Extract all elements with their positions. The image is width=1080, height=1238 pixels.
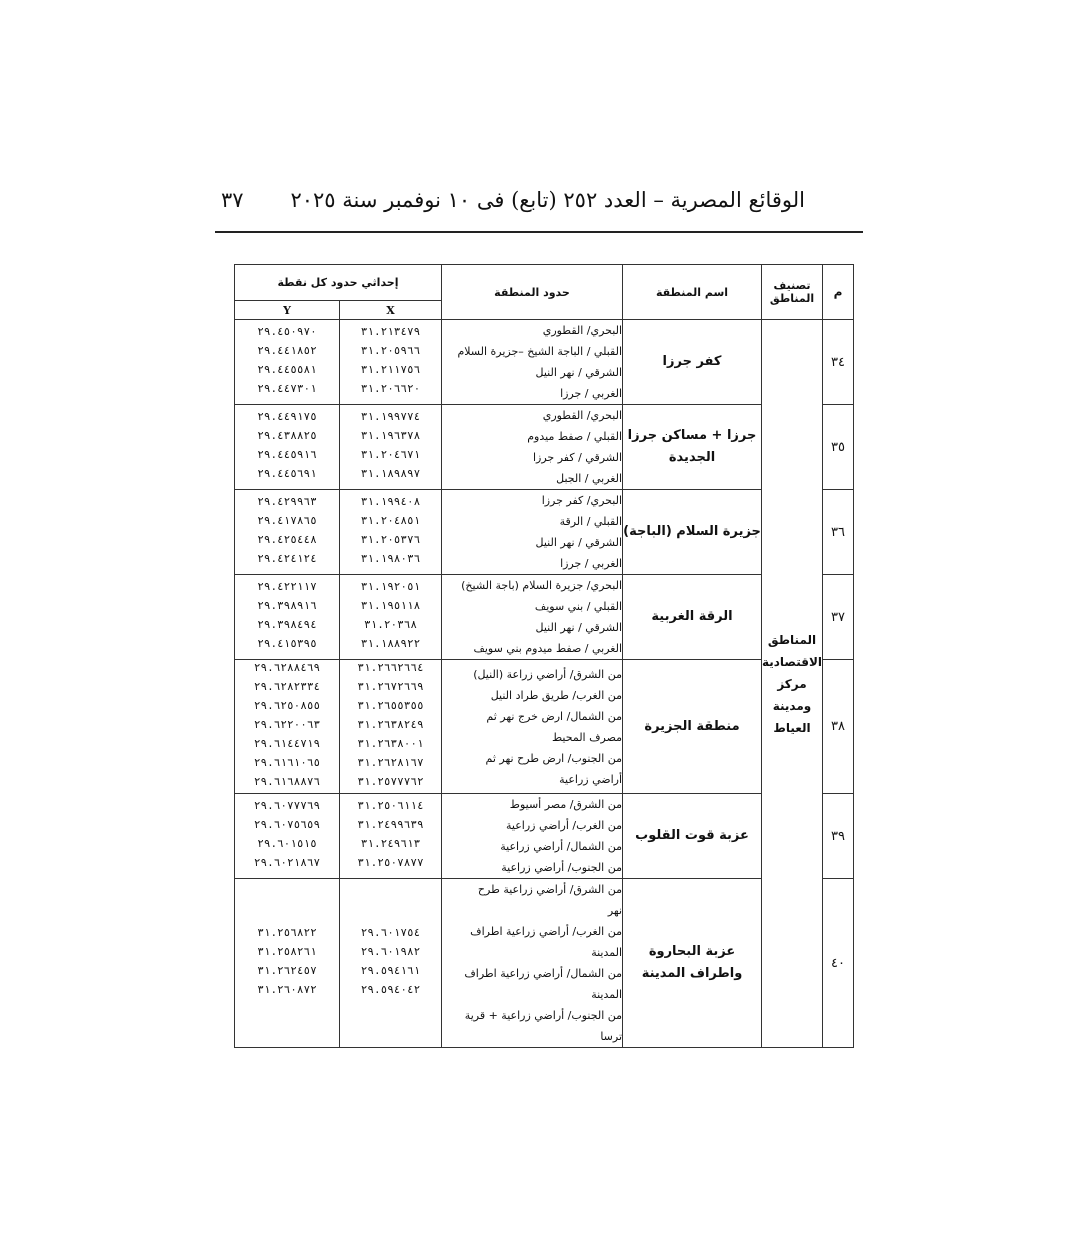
- x-value: ٣١.٢٦٧٢٦٦٩: [357, 682, 424, 694]
- y-value: ٢٩.٤٢٤١٢٤: [257, 554, 317, 566]
- row-number: ٣٩: [823, 794, 854, 879]
- y-coords: [235, 490, 340, 575]
- bound-line: نهر: [607, 904, 623, 917]
- table-row: [235, 405, 854, 490]
- area-name: كفر جرزا: [623, 320, 762, 405]
- y-value: ٣١.٢٦٠٨٧٢: [257, 985, 317, 997]
- bound-line: أراضي زراعية: [559, 772, 623, 786]
- y-value: ٢٩.٤١٥٣٩٥: [257, 639, 317, 651]
- bound-line: الشرقي / نهر النيل: [535, 536, 623, 549]
- bound-line: من الجنوب/ أراضي زراعية: [501, 861, 623, 874]
- x-value: ٣١.٢٦٦٢٦٦٤: [357, 663, 424, 675]
- x-value: ٣١.٢١٣٤٧٩: [360, 327, 421, 339]
- x-coords: [340, 405, 442, 490]
- y-value: ٣١.٢٥٦٨٢٢: [257, 928, 317, 940]
- bound-line: المدينة: [591, 946, 623, 959]
- x-value: ٣١.١٩٦٣٧٨: [360, 431, 421, 443]
- x-value: ٣١.٢٠٤٦٧١: [360, 450, 421, 462]
- x-value: ٣١.٢٠٤٨٥١: [360, 516, 421, 528]
- y-value: ٣١.٢٦٢٤٥٧: [257, 966, 317, 978]
- y-coords: [235, 405, 340, 490]
- x-value: ٣١.٢٥٧٧٧٦٢: [357, 777, 424, 789]
- y-value: ٢٩.٣٩٨٤٩٤: [257, 620, 317, 632]
- table-row: [235, 660, 854, 794]
- y-coords: [235, 320, 340, 405]
- area-name: الرقة الغربية: [623, 575, 762, 660]
- y-value: ٢٩.٣٩٨٩١٦: [257, 601, 317, 613]
- bound-line: من الشرق/ مصر أسيوط: [509, 798, 623, 811]
- x-value: ٣١.١٨٨٩٢٢: [360, 639, 421, 651]
- header-classification: تصنيف المناطق: [762, 265, 823, 320]
- bound-line: القبلي / الرقة: [559, 515, 623, 528]
- y-value: ٢٩.٦٠١٥١٥: [257, 839, 317, 851]
- bound-line: الشرقي / نهر النيل: [535, 366, 623, 379]
- bound-line: من الشمال/ أراضي زراعية: [500, 840, 623, 853]
- row-number: ٤٠: [823, 879, 854, 1048]
- x-value: ٣١.١٨٩٨٩٧: [360, 469, 421, 481]
- gazette-title: الوقائع المصرية – العدد ٢٥٢ (تابع) فى ١٠ نوفمبر سنة ٢٠٢٥: [290, 188, 805, 212]
- table-row: [235, 794, 854, 879]
- bound-line: من الشرق/ أراضي زراعية طرح: [477, 883, 623, 896]
- x-coords: [340, 879, 442, 1048]
- y-value: ٢٩.٦٢٥٠٨٥٥: [253, 701, 321, 713]
- y-value: ٢٩.٤٤٧٣٠١: [257, 384, 317, 396]
- y-value: ٢٩.٦٠٧٥٦٥٩: [253, 820, 321, 832]
- area-bounds: [442, 794, 623, 879]
- x-coords: [340, 575, 442, 660]
- header-coordinates: إحداثي حدود كل نقطة: [235, 265, 442, 301]
- x-value: ٣١.١٩٨٠٣٦: [360, 554, 421, 566]
- x-value: ٣١.٢٥٠٧٨٧٧: [357, 858, 424, 870]
- row-number: ٣٨: [823, 660, 854, 794]
- classification-cell: المناطق الاقتصادية مركز ومدينة العياط: [762, 320, 823, 1048]
- x-value: ٣١.٢٥٠٦١١٤: [357, 801, 424, 813]
- bound-line: من الجنوب/ أراضي زراعية + قرية: [464, 1009, 623, 1022]
- x-value: ٣١.٢٠٦٦٢٠: [360, 384, 421, 396]
- y-coords: [235, 794, 340, 879]
- table-row: [235, 490, 854, 575]
- y-value: ٢٩.٤٢٥٤٤٨: [257, 535, 317, 547]
- y-value: ٢٩.٤٤٥٥٨١: [257, 365, 317, 377]
- x-value: ٣١.٢٤٩٩٦٣٩: [357, 820, 424, 832]
- bound-line: البحري/ القطوري: [542, 409, 623, 422]
- area-name: عزبة قوت القلوب: [623, 794, 762, 879]
- header-rule: [215, 231, 863, 233]
- bound-line: الغربي / جرزا: [560, 387, 623, 400]
- bound-line: المدينة: [591, 988, 623, 1001]
- header-x: X: [340, 301, 442, 320]
- bound-line: من الجنوب/ ارض طرح نهر ثم: [485, 751, 623, 765]
- page-number: ٣٧: [221, 188, 244, 212]
- area-bounds: [442, 320, 623, 405]
- x-coords: [340, 660, 442, 794]
- y-value: ٣١.٢٥٨٢٦١: [257, 947, 317, 959]
- page-header: [215, 180, 863, 224]
- y-coords: [235, 575, 340, 660]
- x-value: ٢٩.٦٠١٧٥٤: [360, 928, 421, 940]
- y-value: ٢٩.٤٣٨٨٢٥: [257, 431, 317, 443]
- bound-line: القبلي / صفط ميدوم: [527, 430, 623, 443]
- bound-line: من الشمال/ ارض خرج نهر ثم: [486, 709, 623, 723]
- y-value: ٢٩.٤١٧٨٦٥: [257, 516, 317, 528]
- bound-line: من الغرب/ طريق طراد النيل: [490, 688, 623, 702]
- y-value: ٢٩.٤٤٥٩١٦: [257, 450, 317, 462]
- x-value: ٣١.٢١١٧٥٦: [360, 365, 421, 377]
- x-coords: [340, 320, 442, 405]
- x-value: ٣١.١٩٩٧٧٤: [360, 412, 421, 424]
- bound-line: البحري/ القطوري: [542, 324, 623, 337]
- area-name: منطقة الجزيرة: [623, 660, 762, 794]
- x-value: ٣١.١٩٢٠٥١: [360, 582, 421, 594]
- y-value: ٢٩.٤٢٢١١٧: [257, 582, 317, 594]
- header-index: م: [823, 265, 854, 320]
- bound-line: الشرقي / نهر النيل: [535, 621, 623, 634]
- bound-line: مصرف المحيط: [551, 730, 623, 744]
- area-name: جزيرة السلام (الباجة): [623, 490, 762, 575]
- y-value: ٢٩.٦٢٨٢٣٣٤: [253, 682, 321, 694]
- area-bounds: [442, 879, 623, 1048]
- area-bounds: [442, 405, 623, 490]
- x-value: ٣١.٢٠٣٦٨: [364, 620, 417, 632]
- bound-line: الغربي / صفط ميدوم بني سويف: [473, 642, 623, 655]
- y-value: ٢٩.٦١٤٤٧١٩: [253, 739, 321, 751]
- y-value: ٢٩.٦٠٢١٨٦٧: [253, 858, 321, 870]
- area-name: عزبة البحاروة واطراف المدينة: [623, 879, 762, 1048]
- bound-line: القبلي / بني سويف: [534, 600, 623, 613]
- row-number: ٣٥: [823, 405, 854, 490]
- y-value: ٢٩.٤٥٠٩٧٠: [257, 327, 317, 339]
- y-value: ٢٩.٦١٦١٠٦٥: [253, 758, 321, 770]
- table-row: [235, 320, 854, 405]
- row-number: ٣٦: [823, 490, 854, 575]
- x-value: ٣١.٢٠٥٩٦٦: [360, 346, 421, 358]
- x-value: ٢٩.٦٠١٩٨٢: [360, 947, 421, 959]
- bound-line: البحري/ جزيرة السلام (باجة الشيخ): [461, 579, 623, 592]
- y-value: ٢٩.٤٤٩١٧٥: [257, 412, 317, 424]
- bound-line: من الغرب/ أراضي زراعية اطراف: [470, 925, 623, 938]
- bound-line: من الشرق/ أراضي زراعة (النيل): [473, 667, 623, 681]
- table-row: [235, 575, 854, 660]
- bound-line: من الشمال/ أراضي زراعية اطراف: [464, 967, 623, 980]
- x-value: ٣١.٢٦٣٨٠٠١: [357, 739, 424, 751]
- table-row: [235, 879, 854, 1048]
- x-value: ٣١.٢٦٣٨٢٤٩: [357, 720, 424, 732]
- row-number: ٣٧: [823, 575, 854, 660]
- x-value: ٢٩.٥٩٤١٦١: [360, 966, 421, 978]
- y-value: ٢٩.٦٢٨٨٤٦٩: [253, 663, 321, 675]
- x-value: ٣١.٢٦٥٥٣٥٥: [357, 701, 424, 713]
- x-coords: [340, 490, 442, 575]
- bound-line: الغربي / الجبل: [556, 472, 623, 485]
- bound-line: الغربي / جرزا: [560, 557, 623, 570]
- y-value: ٢٩.٦٢٢٠٠٦٣: [253, 720, 321, 732]
- x-value: ٢٩.٥٩٤٠٤٢: [360, 985, 421, 997]
- header-y: Y: [235, 301, 340, 320]
- area-bounds: [442, 575, 623, 660]
- bound-line: من الغرب/ أراضي زراعية: [506, 819, 623, 832]
- x-coords: [340, 794, 442, 879]
- y-value: ٢٩.٤٤٥٦٩١: [257, 469, 317, 481]
- bound-line: ترسا: [600, 1030, 623, 1043]
- y-value: ٢٩.٦١٦٨٨٧٦: [253, 777, 321, 789]
- y-value: ٢٩.٦٠٧٧٧٦٩: [253, 801, 321, 813]
- bound-line: البحري/ كفر جرزا: [541, 494, 623, 507]
- zones-table: [234, 264, 854, 1048]
- x-value: ٣١.١٩٥١١٨: [360, 601, 421, 613]
- area-bounds: [442, 660, 623, 794]
- area-name: جرزا + مساكن جرزا الجديدة: [623, 405, 762, 490]
- y-value: ٢٩.٤٢٩٩٦٣: [257, 497, 317, 509]
- row-number: ٣٤: [823, 320, 854, 405]
- x-value: ٣١.٢٦٢٨١٦٧: [357, 758, 424, 770]
- y-value: ٢٩.٤٤١٨٥٢: [257, 346, 317, 358]
- bound-line: الشرقي / كفر جرزا: [532, 451, 623, 464]
- y-coords: [235, 879, 340, 1048]
- y-coords: [235, 660, 340, 794]
- x-value: ٣١.٢٠٥٣٧٦: [360, 535, 421, 547]
- x-value: ٣١.٢٤٩٦١٣: [360, 839, 421, 851]
- header-area-name: اسم المنطقة: [623, 265, 762, 320]
- bound-line: القبلي / الباجة الشيخ –جزيرة السلام: [457, 345, 623, 358]
- area-bounds: [442, 490, 623, 575]
- x-value: ٣١.١٩٩٤٠٨: [360, 497, 421, 509]
- header-area-bounds: حدود المنطقة: [442, 265, 623, 320]
